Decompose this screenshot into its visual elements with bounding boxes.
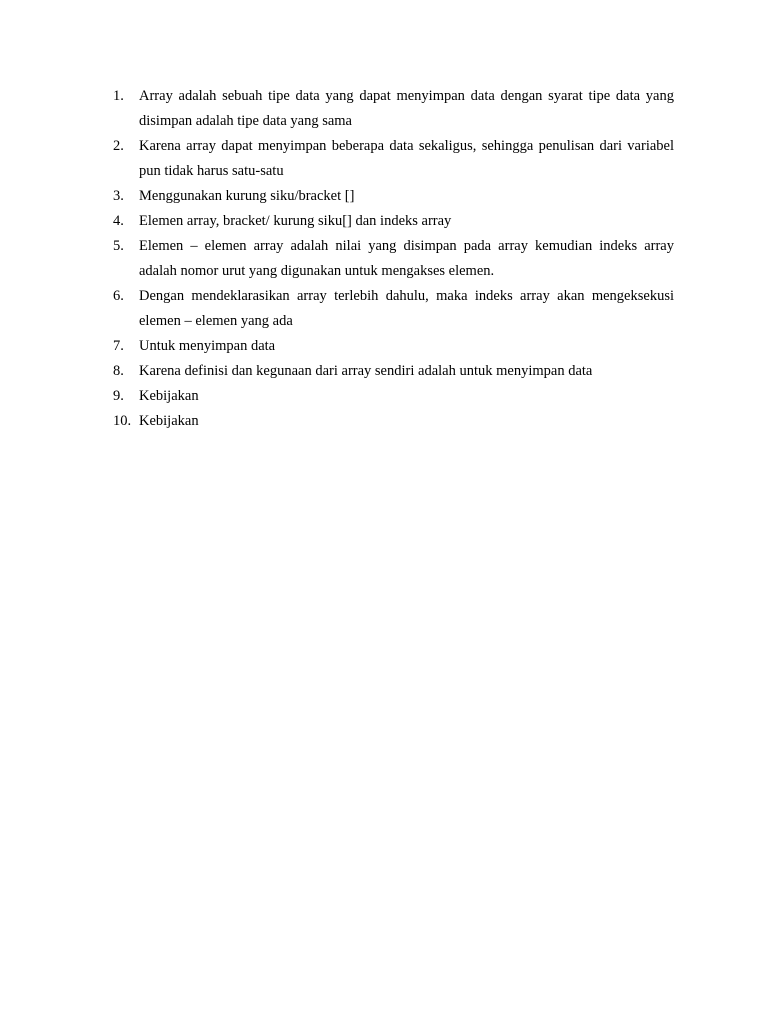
list-item — [113, 84, 674, 134]
item-text: Elemen array, bracket/ kurung siku[] dan indeks array — [139, 213, 452, 229]
item-number: 2. — [113, 138, 124, 154]
item-number: 3. — [113, 188, 124, 204]
item-number: 9. — [113, 388, 124, 404]
item-text: Menggunakan kurung siku/bracket [] — [139, 188, 355, 204]
item-number: 8. — [113, 363, 124, 379]
list-item — [113, 409, 674, 434]
item-text: Karena definisi dan kegunaan dari array sendiri adalah untuk menyimpan data — [139, 363, 593, 379]
item-number: 6. — [113, 288, 124, 304]
answer-list — [113, 84, 674, 434]
list-item — [113, 184, 674, 209]
item-number: 10. — [113, 413, 132, 429]
item-number: 4. — [113, 213, 124, 229]
list-item — [113, 134, 674, 184]
item-number: 7. — [113, 338, 124, 354]
list-item — [113, 359, 674, 384]
list-item — [113, 384, 674, 409]
item-text: Elemen – elemen array adalah nilai yang disimpan pada array kemudian indeks array adalah nomor urut yang digunakan untuk mengakses elemen. — [139, 238, 674, 279]
list-item — [113, 284, 674, 334]
list-item — [113, 209, 674, 234]
item-text: Dengan mendeklarasikan array terlebih dahulu, maka indeks array akan mengeksekusi elemen – elemen yang ada — [139, 288, 674, 329]
item-number: 5. — [113, 238, 124, 254]
list-item — [113, 234, 674, 284]
list-item — [113, 334, 674, 359]
item-text: Kebijakan — [139, 388, 199, 404]
item-number: 1. — [113, 88, 124, 104]
item-text: Kebijakan — [139, 413, 199, 429]
item-text: Untuk menyimpan data — [139, 338, 276, 354]
item-text: Array adalah sebuah tipe data yang dapat menyimpan data dengan syarat tipe data yang disimpan adalah tipe data yang sama — [139, 88, 674, 129]
item-text: Karena array dapat menyimpan beberapa data sekaligus, sehingga penulisan dari variabel pun tidak harus satu-satu — [139, 138, 674, 179]
